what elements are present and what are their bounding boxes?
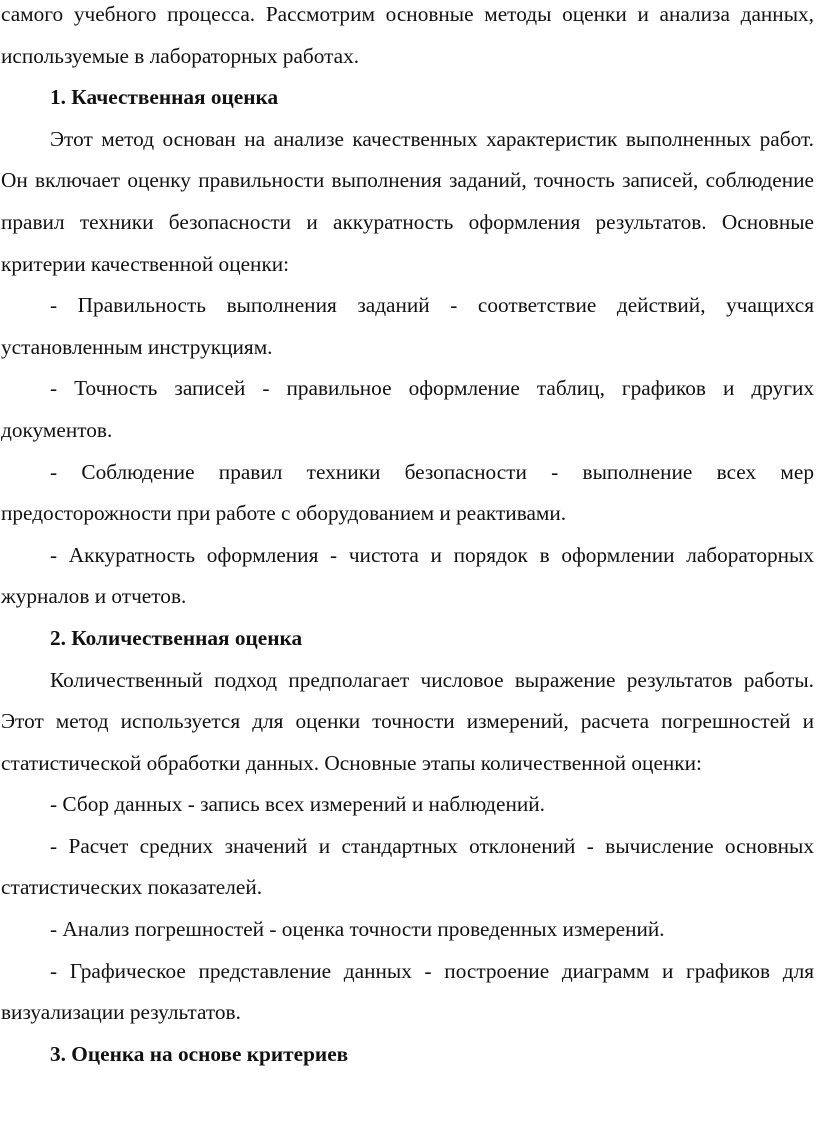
criterion-accuracy-item: - Точность записей - правильное оформление таблиц, графиков и других документов. [1,376,814,442]
stage-data-collection-item: - Сбор данных - запись всех измерений и наблюдений. [50,792,545,817]
quantitative-description-paragraph: Количественный подход предполагает числовое выражение результатов работы. Этот метод используется для оценки точности измерений, расчета погрешностей и статистической обработки данных. Основные этапы количественной оценки: [1,667,814,775]
stage-error-analysis-item: - Анализ погрешностей - оценка точности проведенных измерений. [50,917,665,942]
stage-graphical-item: - Графическое представление данных - построение диаграмм и графиков для визуализации результатов. [1,958,814,1025]
stage-statistics-item: - Расчет средних значений и стандартных отклонений - вычисление основных статистических показателей. [1,833,814,900]
section-heading-qualitative: 1. Качественная оценка [50,85,279,110]
intro-paragraph: самого учебного процесса. Рассмотрим основные методы оценки и анализа данных, используемые в лабораторных работах. [1,2,814,68]
section-heading-criteria: 3. Оценка на основе критериев [50,1041,349,1066]
criterion-correctness-item: - Правильность выполнения заданий - соответствие действий, учащихся установленным инструкциям. [1,293,814,359]
criterion-neatness-item: - Аккуратность оформления - чистота и порядок в оформлении лабораторных журналов и отчетов. [1,542,814,609]
criterion-safety-item: - Соблюдение правил техники безопасности - выполнение всех мер предосторожности при работе с оборудованием и реактивами. [1,459,814,526]
section-heading-quantitative: 2. Количественная оценка [50,625,303,650]
qualitative-description-paragraph: Этот метод основан на анализе качественных характеристик выполненных работ. Он включает оценку правильности выполнения заданий, точность записей, соблюдение правил техники безопасности и аккуратность оформления результатов. Основные критерии качественной оценки: [1,126,814,276]
